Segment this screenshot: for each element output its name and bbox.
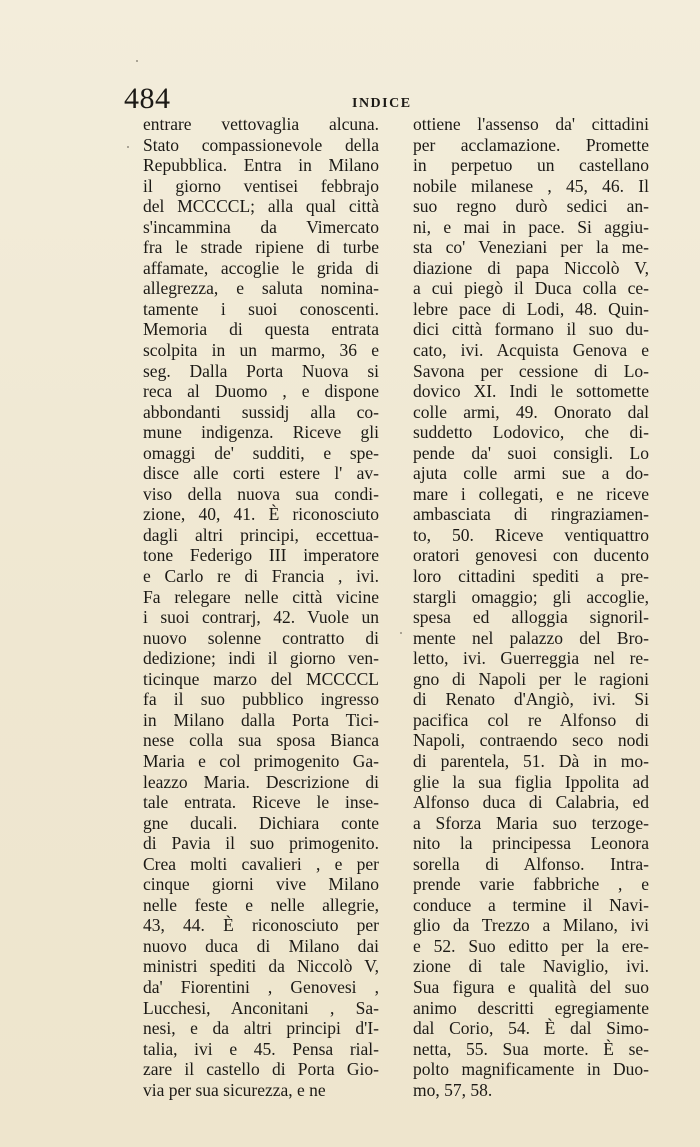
- text-line: Sua figura e qualità del suo: [413, 976, 649, 997]
- text-line: ajuta colle armi sue a do-: [413, 463, 649, 484]
- text-line: nobile milanese , 45, 46. Il: [413, 175, 649, 196]
- text-line: conduce a termine il Navi-: [413, 894, 649, 915]
- text-line: Memoria di questa entrata: [143, 319, 379, 340]
- text-line: leazzo Maria. Descrizione di: [143, 771, 379, 792]
- text-line: zare il castello di Porta Gio-: [143, 1059, 379, 1080]
- text-line: cato, ivi. Acquista Genova e: [413, 340, 649, 361]
- text-line: diazione di papa Niccolò V,: [413, 257, 649, 278]
- text-line: stargli omaggio; gli accoglie,: [413, 586, 649, 607]
- text-line: nuovo solenne contratto di: [143, 627, 379, 648]
- right-column: [413, 114, 649, 1100]
- text-line: pacifica col re Alfonso di: [413, 709, 649, 730]
- text-line: polto magnificamente in Duo-: [413, 1059, 649, 1080]
- text-line: scolpita in un marmo, 36 e: [143, 340, 379, 361]
- text-line: e Carlo re di Francia , ivi.: [143, 566, 379, 587]
- text-line: in perpetuo un castellano: [413, 155, 649, 176]
- text-line: suddetto Lodovico, che di-: [413, 422, 649, 443]
- left-column: [143, 114, 379, 1100]
- text-line: letto, ivi. Guerreggia nel re-: [413, 648, 649, 669]
- text-line: tone Federigo III imperatore: [143, 545, 379, 566]
- text-line: mente nel palazzo del Bro-: [413, 627, 649, 648]
- text-line: sta co' Veneziani per la me-: [413, 237, 649, 258]
- text-line: spesa ed alloggia signoril-: [413, 607, 649, 628]
- text-line: netta, 55. Sua morte. È se-: [413, 1038, 649, 1059]
- text-line: Savona per cessione di Lo-: [413, 360, 649, 381]
- text-line: pende da' suoi consigli. Lo: [413, 442, 649, 463]
- text-line: Napoli, contraendo seco nodi: [413, 730, 649, 751]
- text-line: dovico XI. Indi le sottomette: [413, 381, 649, 402]
- text-line: ministri spediti da Niccolò V,: [143, 956, 379, 977]
- text-line: via per sua sicurezza, e ne: [143, 1079, 326, 1100]
- text-line: nese colla sua sposa Bianca: [143, 730, 379, 751]
- text-line: nelle feste e nelle allegrie,: [143, 894, 379, 915]
- text-line: nito la principessa Leonora: [413, 833, 649, 854]
- text-line: tamente i suoi conoscenti.: [143, 298, 379, 319]
- text-line: 43, 44. È riconosciuto per: [143, 915, 379, 936]
- text-line: suo regno durò sedici an-: [413, 196, 649, 217]
- text-line: s'incammina da Vimercato: [143, 216, 379, 237]
- text-line: mo, 57, 58.: [413, 1079, 493, 1100]
- text-line: reca al Duomo , e dispone: [143, 381, 379, 402]
- text-line: disce alle corti estere l' av-: [143, 463, 379, 484]
- paper-speck: [127, 146, 129, 148]
- text-line: gno di Napoli per le ragioni: [413, 668, 649, 689]
- text-line: viso della nuova sua condi-: [143, 483, 379, 504]
- text-line: per acclamazione. Promette: [413, 134, 649, 155]
- text-line: Lucchesi, Anconitani , Sa-: [143, 997, 379, 1018]
- text-line: colle armi, 49. Onorato dal: [413, 401, 649, 422]
- text-line: dedizione; indi il giorno ven-: [143, 648, 379, 669]
- text-line: allegrezza, e saluta nomina-: [143, 278, 379, 299]
- text-line: ticinque marzo del MCCCCL: [143, 668, 379, 689]
- paper-speck: [136, 60, 138, 62]
- running-head: INDICE: [352, 96, 412, 111]
- text-line: mune indigenza. Riceve gli: [143, 422, 379, 443]
- text-line: Crea molti cavalieri , e per: [143, 853, 379, 874]
- text-line: dagli altri principi, eccettua-: [143, 524, 379, 545]
- text-line: mare i collegati, e ne riceve: [413, 483, 649, 504]
- text-line: nuovo duca di Milano dai: [143, 935, 379, 956]
- text-line: ambasciata di ringraziamen-: [413, 504, 649, 525]
- text-line: i suoi contrarj, 42. Vuole un: [143, 607, 379, 628]
- text-line: del MCCCCL; alla qual città: [143, 196, 379, 217]
- page-number: 484: [124, 82, 171, 115]
- text-line: seg. Dalla Porta Nuova si: [143, 360, 379, 381]
- text-line: a cui piegò il Duca colla ce-: [413, 278, 649, 299]
- text-line: di Pavia il suo primogenito.: [143, 833, 379, 854]
- text-line: lebre pace di Lodi, 48. Quin-: [413, 298, 649, 319]
- text-line: omaggi de' sudditi, e spe-: [143, 442, 379, 463]
- text-line: prende varie fabbriche , e: [413, 874, 649, 895]
- text-line: entrare vettovaglia alcuna.: [143, 114, 379, 134]
- text-line: Alfonso duca di Calabria, ed: [413, 792, 649, 813]
- text-line: talia, ivi e 45. Pensa rial-: [143, 1038, 379, 1059]
- text-line: Maria e col primogenito Ga-: [143, 750, 379, 771]
- text-line: oratori genovesi con ducento: [413, 545, 649, 566]
- paper-speck: [400, 632, 402, 634]
- text-line: ottiene l'assenso da' cittadini: [413, 114, 649, 134]
- text-line: dal Corio, 54. È dal Simo-: [413, 1018, 649, 1039]
- text-line: cinque giorni vive Milano: [143, 874, 379, 895]
- text-line: glio da Trezzo a Milano, ivi: [413, 915, 649, 936]
- text-line: tale entrata. Riceve le inse-: [143, 792, 379, 813]
- text-line: fa il suo pubblico ingresso: [143, 689, 379, 710]
- text-line: glie la sua figlia Ippolita ad: [413, 771, 649, 792]
- text-line: il giorno ventisei febbrajo: [143, 175, 379, 196]
- text-line: sorella di Alfonso. Intra-: [413, 853, 649, 874]
- text-line: Repubblica. Entra in Milano: [143, 155, 379, 176]
- text-line: zione di tale Naviglio, ivi.: [413, 956, 649, 977]
- text-line: gne ducali. Dichiara conte: [143, 812, 379, 833]
- text-line: to, 50. Riceve ventiquattro: [413, 524, 649, 545]
- text-line: loro cittadini spediti a pre-: [413, 566, 649, 587]
- text-line: nesi, e da altri principi d'I-: [143, 1018, 379, 1039]
- text-line: fra le strade ripiene di turbe: [143, 237, 379, 258]
- text-line: Fa relegare nelle città vicine: [143, 586, 379, 607]
- text-line: a Sforza Maria suo terzoge-: [413, 812, 649, 833]
- text-line: abbondanti sussidj alla co-: [143, 401, 379, 422]
- text-line: ni, e mai in pace. Si aggiu-: [413, 216, 649, 237]
- text-line: in Milano dalla Porta Tici-: [143, 709, 379, 730]
- text-line: zione, 40, 41. È riconosciuto: [143, 504, 379, 525]
- text-line: di parentela, 51. Dà in mo-: [413, 750, 649, 771]
- text-line: affamate, accoglie le grida di: [143, 257, 379, 278]
- text-line: animo descritti egregiamente: [413, 997, 649, 1018]
- text-line: da' Fiorentini , Genovesi ,: [143, 976, 379, 997]
- text-line: di Renato d'Angiò, ivi. Si: [413, 689, 649, 710]
- text-line: Stato compassionevole della: [143, 134, 379, 155]
- text-line: e 52. Suo editto per la ere-: [413, 935, 649, 956]
- text-line: dici città formano il suo du-: [413, 319, 649, 340]
